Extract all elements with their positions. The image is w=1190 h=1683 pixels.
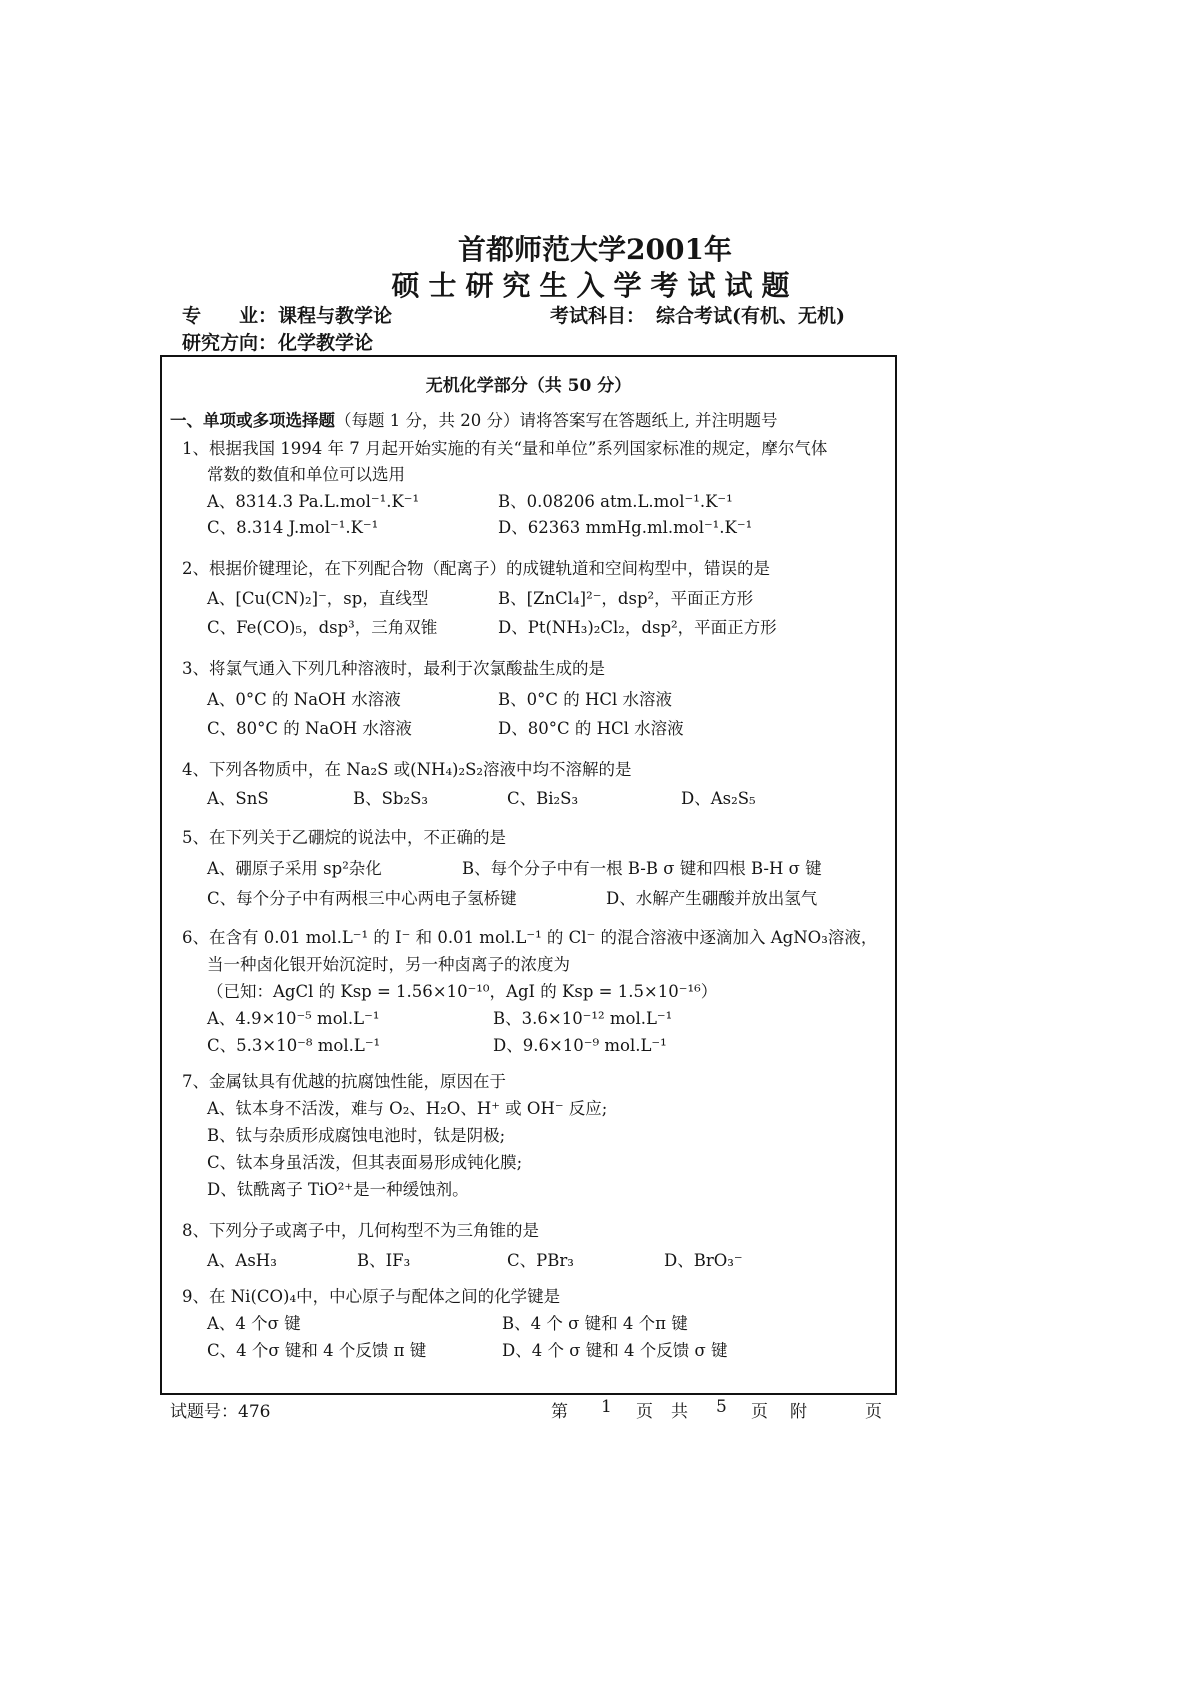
- exam-number: 试题号：476: [170, 1402, 271, 1422]
- question-stem-continued: （已知：AgCl 的 Ksp = 1.56×10⁻¹⁰，AgI 的 Ksp = 1.5×10⁻¹⁶）: [207, 982, 718, 1001]
- section-heading-rest: （每题 1 分，共 20 分）请将答案写在答题纸上, 并注明题号: [335, 411, 778, 430]
- answer-option: A、8314.3 Pa.L.mol⁻¹.K⁻¹: [207, 492, 420, 511]
- section-heading-bold: 一、单项或多项选择题: [170, 411, 335, 430]
- answer-option: C、钛本身虽活泼，但其表面易形成钝化膜;: [207, 1153, 523, 1172]
- question-stem: 5、在下列关于乙硼烷的说法中，不正确的是: [182, 828, 506, 847]
- answer-option: A、4.9×10⁻⁵ mol.L⁻¹: [207, 1009, 380, 1028]
- answer-option: A、SnS: [207, 789, 269, 808]
- subject-label: 考试科目：: [550, 305, 646, 327]
- answer-option: C、Bi₂S₃: [507, 789, 579, 808]
- answer-option: B、4 个 σ 键和 4 个π 键: [502, 1314, 688, 1333]
- section-title: 无机化学部分（共 50 分）: [425, 376, 632, 396]
- page-info-part: 5: [716, 1397, 727, 1417]
- answer-option: B、每个分子中有一根 B-B σ 键和四根 B-H σ 键: [462, 859, 822, 878]
- answer-option: C、8.314 J.mol⁻¹.K⁻¹: [207, 518, 379, 537]
- question-stem: 2、根据价键理论，在下列配合物（配离子）的成键轨道和空间构型中，错误的是: [182, 559, 770, 578]
- major-label: 专 业：: [182, 305, 278, 327]
- subject-value: 综合考试(有机、无机): [656, 305, 845, 327]
- answer-option: D、BrO₃⁻: [664, 1251, 743, 1270]
- major-value: 课程与教学论: [278, 305, 393, 327]
- answer-option: D、80°C 的 HCl 水溶液: [498, 719, 684, 738]
- answer-option: B、0.08206 atm.L.mol⁻¹.K⁻¹: [498, 492, 733, 511]
- answer-option: C、4 个σ 键和 4 个反馈 π 键: [207, 1341, 427, 1360]
- answer-option: C、5.3×10⁻⁸ mol.L⁻¹: [207, 1036, 381, 1055]
- answer-option: B、3.6×10⁻¹² mol.L⁻¹: [493, 1009, 673, 1028]
- answer-option: A、4 个σ 键: [207, 1314, 301, 1333]
- question-stem: 6、在含有 0.01 mol.L⁻¹ 的 I⁻ 和 0.01 mol.L⁻¹ 的 Cl⁻ 的混合溶液中逐滴加入 AgNO₃溶液，: [182, 928, 878, 947]
- answer-option: D、9.6×10⁻⁹ mol.L⁻¹: [493, 1036, 667, 1055]
- answer-option: D、62363 mmHg.ml.mol⁻¹.K⁻¹: [498, 518, 753, 537]
- page-info-part: 1: [601, 1397, 612, 1417]
- answer-option: A、钛本身不活泼，难与 O₂、H₂O、H⁺ 或 OH⁻ 反应;: [207, 1099, 608, 1118]
- answer-option: D、4 个 σ 键和 4 个反馈 σ 键: [502, 1341, 728, 1360]
- answer-option: C、80°C 的 NaOH 水溶液: [207, 719, 412, 738]
- question-stem-continued: 当一种卤化银开始沉淀时，另一种卤离子的浓度为: [207, 955, 570, 974]
- answer-option: D、钛酰离子 TiO²⁺是一种缓蚀剂。: [207, 1180, 469, 1199]
- question-stem: 1、根据我国 1994 年 7 月起开始实施的有关“量和单位”系列国家标准的规定，摩尔气体: [182, 439, 828, 458]
- answer-option: B、0°C 的 HCl 水溶液: [498, 690, 673, 709]
- answer-option: A、0°C 的 NaOH 水溶液: [207, 690, 401, 709]
- answer-option: C、Fe(CO)₅，dsp³，三角双锥: [207, 618, 438, 637]
- answer-option: B、钛与杂质形成腐蚀电池时，钛是阴极;: [207, 1126, 506, 1145]
- title-line1: 首都师范大学2001年: [458, 233, 732, 266]
- answer-option: D、水解产生硼酸并放出氢气: [606, 889, 818, 908]
- answer-option: B、IF₃: [357, 1251, 411, 1270]
- title-line2: 硕士研究生入学考试试题: [391, 269, 799, 302]
- question-stem: 8、下列分子或离子中，几何构型不为三角锥的是: [182, 1221, 539, 1240]
- question-stem-continued: 常数的数值和单位可以选用: [207, 465, 405, 484]
- page-info-part: 页: [865, 1402, 882, 1422]
- answer-option: A、AsH₃: [207, 1251, 277, 1270]
- answer-option: D、Pt(NH₃)₂Cl₂，dsp²，平面正方形: [498, 618, 777, 637]
- answer-option: C、每个分子中有两根三中心两电子氢桥键: [207, 889, 517, 908]
- answer-option: C、PBr₃: [507, 1251, 574, 1270]
- answer-option: A、[Cu(CN)₂]⁻，sp，直线型: [207, 589, 429, 608]
- answer-option: B、Sb₂S₃: [353, 789, 429, 808]
- question-stem: 7、金属钛具有优越的抗腐蚀性能，原因在于: [182, 1072, 506, 1091]
- page-info-part: 附: [790, 1402, 807, 1422]
- direction-label: 研究方向：: [182, 332, 278, 354]
- answer-option: D、As₂S₅: [681, 789, 756, 808]
- answer-option: A、硼原子采用 sp²杂化: [207, 859, 382, 878]
- question-stem: 3、将氯气通入下列几种溶液时，最利于次氯酸盐生成的是: [182, 659, 605, 678]
- page-info-part: 页: [751, 1402, 768, 1422]
- question-stem: 9、在 Ni(CO)₄中，中心原子与配体之间的化学键是: [182, 1287, 561, 1306]
- answer-option: B、[ZnCl₄]²⁻，dsp²，平面正方形: [498, 589, 754, 608]
- page-info-part: 页: [636, 1402, 653, 1422]
- page-info-part: 第: [551, 1402, 568, 1422]
- section-heading: [170, 410, 777, 432]
- page-info-part: 共: [671, 1402, 688, 1422]
- question-stem: 4、下列各物质中，在 Na₂S 或(NH₄)₂S₂溶液中均不溶解的是: [182, 760, 632, 779]
- direction-value: 化学教学论: [278, 332, 374, 354]
